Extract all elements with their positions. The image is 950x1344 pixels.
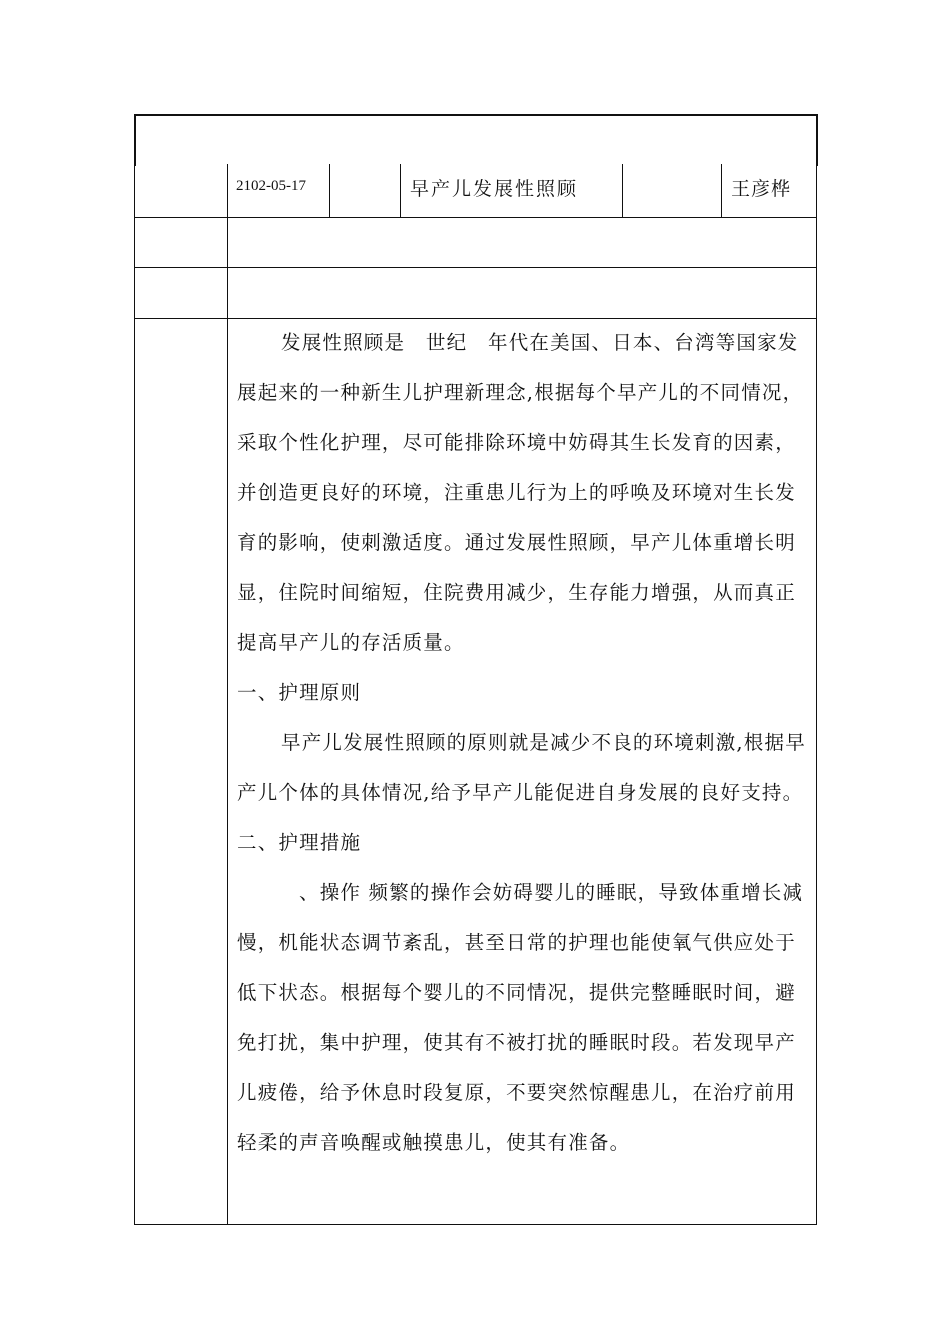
content-cell [237, 318, 809, 1168]
section1-paragraph: 早产儿发展性照顾的原则就是减少不良的环境刺激,根据早产儿个体的具体情况,给予早产儿能促进自身发展的良好支持。 [237, 731, 806, 804]
intro-paragraph: 发展性照顾是 世纪 年代在美国、日本、台湾等国家发展起来的一种新生儿护理新理念,根据每个早产儿的不同情况，采取个性化护理，尽可能排除环境中妨碍其生长发育的因素，并创造更良好的环境，注重患儿行为上的呼唤及环境对生长发育的影响，使刺激适度。通过发展性照顾，早产儿体重增长明显，住院时间缩短，住院费用减少，生存能力增强，从而真正提高早产儿的存活质量。 [237, 331, 804, 654]
section2-heading: 二、护理措施 [237, 831, 362, 854]
table-bottom-border [134, 1224, 817, 1225]
date-cell: 2102-05-17 [236, 178, 306, 194]
author-name: 王彦桦 [731, 178, 792, 200]
topic-title: 早产儿发展性照顾 [410, 178, 579, 200]
row-line-1 [134, 217, 817, 218]
table-left-border [134, 164, 135, 1224]
section1-heading: 一、护理原则 [237, 681, 362, 704]
header-divider-4 [721, 164, 722, 217]
top-frame-cell [134, 114, 818, 166]
header-divider-2 [400, 164, 401, 217]
section2-paragraph: 、操作 频繁的操作会妨碍婴儿的睡眠，导致体重增长减慢，机能状态调节紊乱，甚至日常的护理也能使氧气供应处于低下状态。根据每个婴儿的不同情况，提供完整睡眠时间，避免打扰，集中护理，使其有不被打扰的睡眠时段。若发现早产儿疲倦，给予休息时段复原，不要突然惊醒患儿，在治疗前用轻柔的声音唤醒或触摸患儿，使其有准备。 [237, 881, 804, 1154]
table-right-border [816, 164, 817, 1224]
header-divider-1 [329, 164, 330, 217]
label-column-divider [227, 164, 228, 1224]
row-line-2 [134, 267, 817, 268]
header-divider-3 [622, 164, 623, 217]
